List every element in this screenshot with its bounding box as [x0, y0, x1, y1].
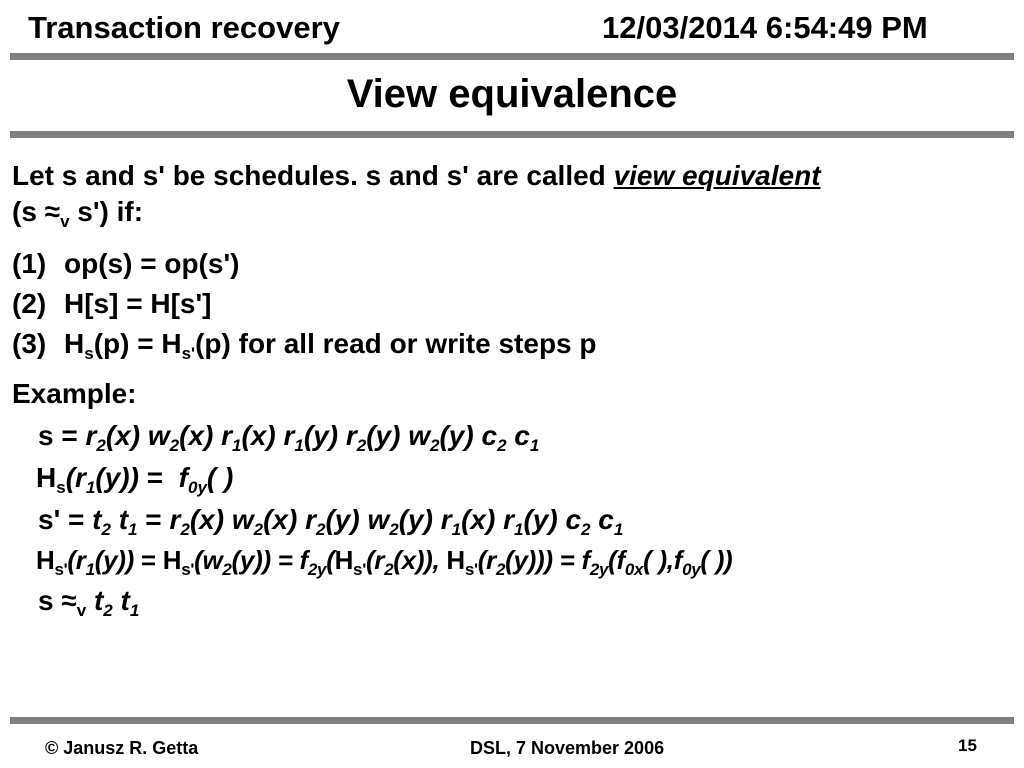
- footer-center: DSL, 7 November 2006: [470, 738, 665, 758]
- definition: [12, 158, 1010, 230]
- top-rule: [10, 53, 1014, 60]
- header-left: Transaction recovery: [28, 10, 340, 45]
- page-number: 15: [958, 736, 977, 755]
- example-line-3: $s' = t_2$ $t_1 = r_2(x)$ $w_2(x)$ $r_2(y)$ $w_2(y)$ $r_1(x)$ $r_1(y)$ $c_2$ $c_1$: [38, 504, 624, 539]
- condition-2-text: H[s] = H[s']: [64, 288, 212, 319]
- example-label: Example:: [12, 378, 137, 409]
- example-line-4: $H_{s'}(r_1(y)) = H_{s'}(w_2(y)) = f_{2y}(H_{s'}(r_2(x))$, $H_{s'}(r_2(y))) = f_{2y}(f_{0x}$( )$,f_{0y}$( )): [36, 545, 733, 579]
- condition-3-text: $H_s(p) = H_{s'}(p)$ for all read or write steps p: [64, 328, 597, 363]
- condition-3-num: (3): [12, 328, 47, 359]
- example-line-5: $s \approx_v$ $t_2$ $t_1$: [38, 585, 140, 620]
- condition-1-num: (1): [12, 248, 47, 279]
- bottom-rule: [10, 717, 1014, 724]
- title-rule: [10, 131, 1014, 138]
- definition-notation-close: s') if:: [69, 196, 144, 227]
- definition-term: view equivalent: [613, 160, 821, 191]
- example-line-1: $s = r_2(x)$ $w_2(x)$ $r_1(x)$ $r_1(y)$ $r_2(y)$ $w_2(y)$ $c_2$ $c_1$: [38, 420, 540, 455]
- page-title: View equivalence: [346, 72, 678, 116]
- approx-symbol: ≈: [44, 196, 61, 227]
- condition-2: [12, 288, 211, 320]
- approx-sub: v: [60, 212, 70, 231]
- condition-1-text: op(s) = op(s'): [64, 248, 240, 279]
- footer-copyright: © Janusz R. Getta: [45, 738, 199, 758]
- header-right: 12/03/2014 6:54:49 PM: [602, 10, 928, 45]
- definition-notation-open: (s: [12, 196, 45, 227]
- example-line-2: $H_s(r_1(y)) = f_{0y}$( ): [36, 462, 234, 497]
- condition-2-num: (2): [12, 288, 47, 319]
- condition-3: [12, 328, 597, 363]
- condition-1: [12, 248, 239, 280]
- definition-text: Let s and s' be schedules. s and s' are called: [12, 160, 614, 191]
